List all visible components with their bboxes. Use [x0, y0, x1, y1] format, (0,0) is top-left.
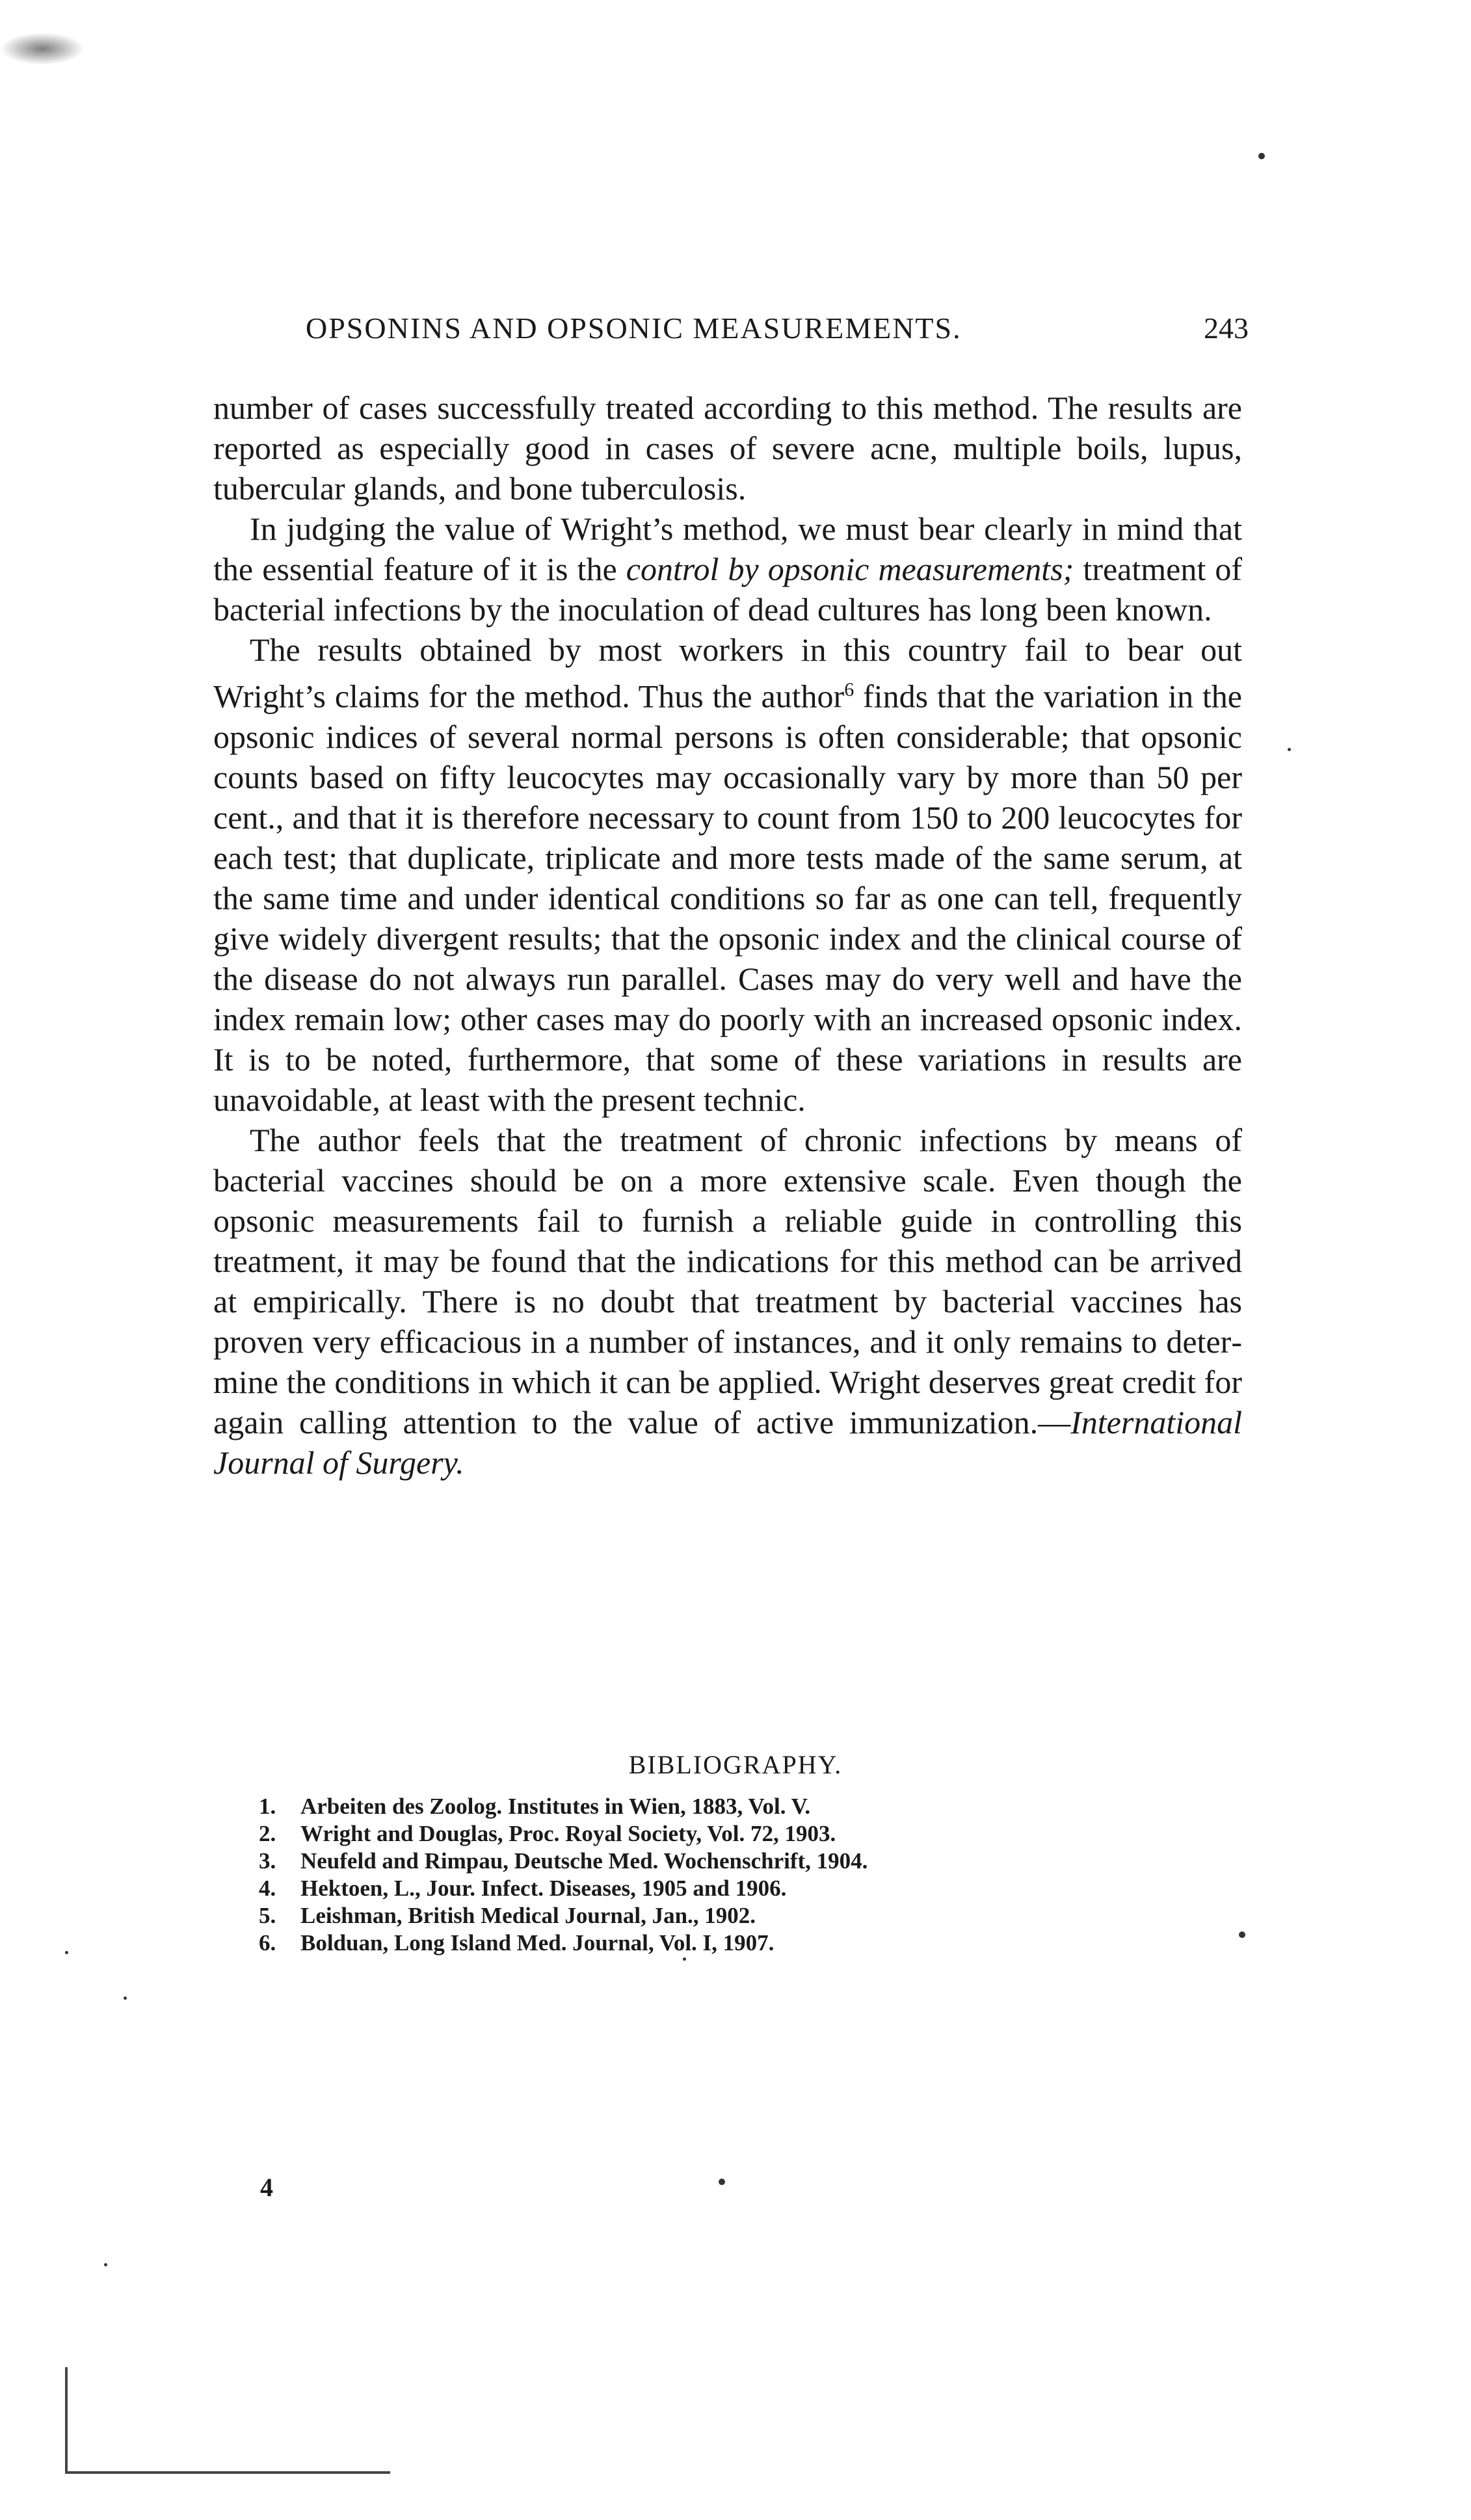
scan-speck: [1239, 1931, 1245, 1938]
bibliography-item: 4. Hektoen, L., Jour. Infect. Diseases, 1905 and 1906.: [259, 1876, 787, 1901]
bibliography-heading: BIBLIOGRAPHY.: [628, 1750, 843, 1779]
paragraph: The author feels that the treatment of chronic infections by means of bacterial vaccines should be on a more extensive scale. Even though the opsonic measurements fail to furnish a reliable guide in controlling this treatment, it may be found that the indications for this method can be arrived at empirically. There is no doubt that treatment by bacterial vaccines has proven very efficacious in a number of instances, and it only remains to determine the conditions in which it can be applied. Wright deserves great credit for again calling attention to the value of active immunization.—International Journal of Surgery.: [213, 1121, 1242, 1481]
scan-edge-mark: [65, 2367, 68, 2474]
paragraph: In judging the value of Wright’s method, we must bear clearly in mind that the essential feature of it is the control by opsonic measurements; treatment of bacterial infections by the inoculation of dead cultures has long been known.: [213, 511, 1243, 628]
signature-mark: 4: [260, 2173, 273, 2202]
page-header: [306, 311, 1249, 356]
page-number: 243: [1204, 312, 1249, 345]
bibliography-item: 3. Neufeld and Rimpau, Deutsche Med. Wochenschrift, 1904.: [259, 1848, 868, 1874]
running-title: OPSONINS AND OPSONIC MEASUREMENTS.: [306, 312, 962, 345]
scan-speck: [65, 1951, 68, 1954]
emphasis: control by opsonic measurements;: [626, 551, 1074, 587]
source-citation: International Journal of Surgery.: [213, 1403, 1242, 1481]
bibliography-item: 2. Wright and Douglas, Proc. Royal Society, Vol. 72, 1903.: [259, 1821, 836, 1846]
paragraph: The results obtained by most workers in this country fail to bear out Wright’s claims for the method. Thus the author$^6$ finds that the variation in the opsonic indices of several normal persons is often considerable; that opsonic counts based on fifty leucocytes may occasionally vary by more than 50 per cent., and that it is therefore necessary to count from 150 to 200 leucocytes for each test; that duplicate, triplicate and more tests made of the same serum, at the same time and under identical conditions so far as one can tell, frequently give widely divergent results; that the opsonic index and the clinical course of the disease do not always run parallel. Cases may do very well and have the index remain low; other cases may do poorly with an increased opsonic index. It is to be noted, furthermore, that some of these variations in results are unavoidable, at least with the present technic.: [213, 631, 1242, 1118]
bibliography-item: 5. Leishman, British Medical Journal, Jan., 1902.: [259, 1903, 756, 1928]
paragraph: number of cases successfully treated according to this method. The results are reported as especially good in cases of severe acne, multiple boils, lupus, tubercular glands, and bone tuberculosis.: [213, 390, 1242, 507]
scan-speck: [104, 2263, 107, 2266]
scan-speck: [1258, 153, 1265, 159]
bibliography-list: [259, 1793, 1234, 1957]
scan-speck: [1288, 748, 1291, 751]
scan-speck: [683, 1957, 686, 1961]
bibliography-item: 6. Bolduan, Long Island Med. Journal, Vol. I, 1907.: [259, 1930, 775, 1956]
scan-smudge: [0, 33, 85, 65]
scan-speck: [124, 1996, 127, 2000]
bibliography-item: 1. Arbeiten des Zoolog. Institutes in Wien, 1883, Vol. V.: [259, 1794, 811, 1819]
footnote-ref: 6: [844, 679, 855, 700]
article-body: [213, 388, 1242, 1483]
scan-speck: [719, 2179, 725, 2185]
scan-edge-mark: [65, 2471, 390, 2474]
